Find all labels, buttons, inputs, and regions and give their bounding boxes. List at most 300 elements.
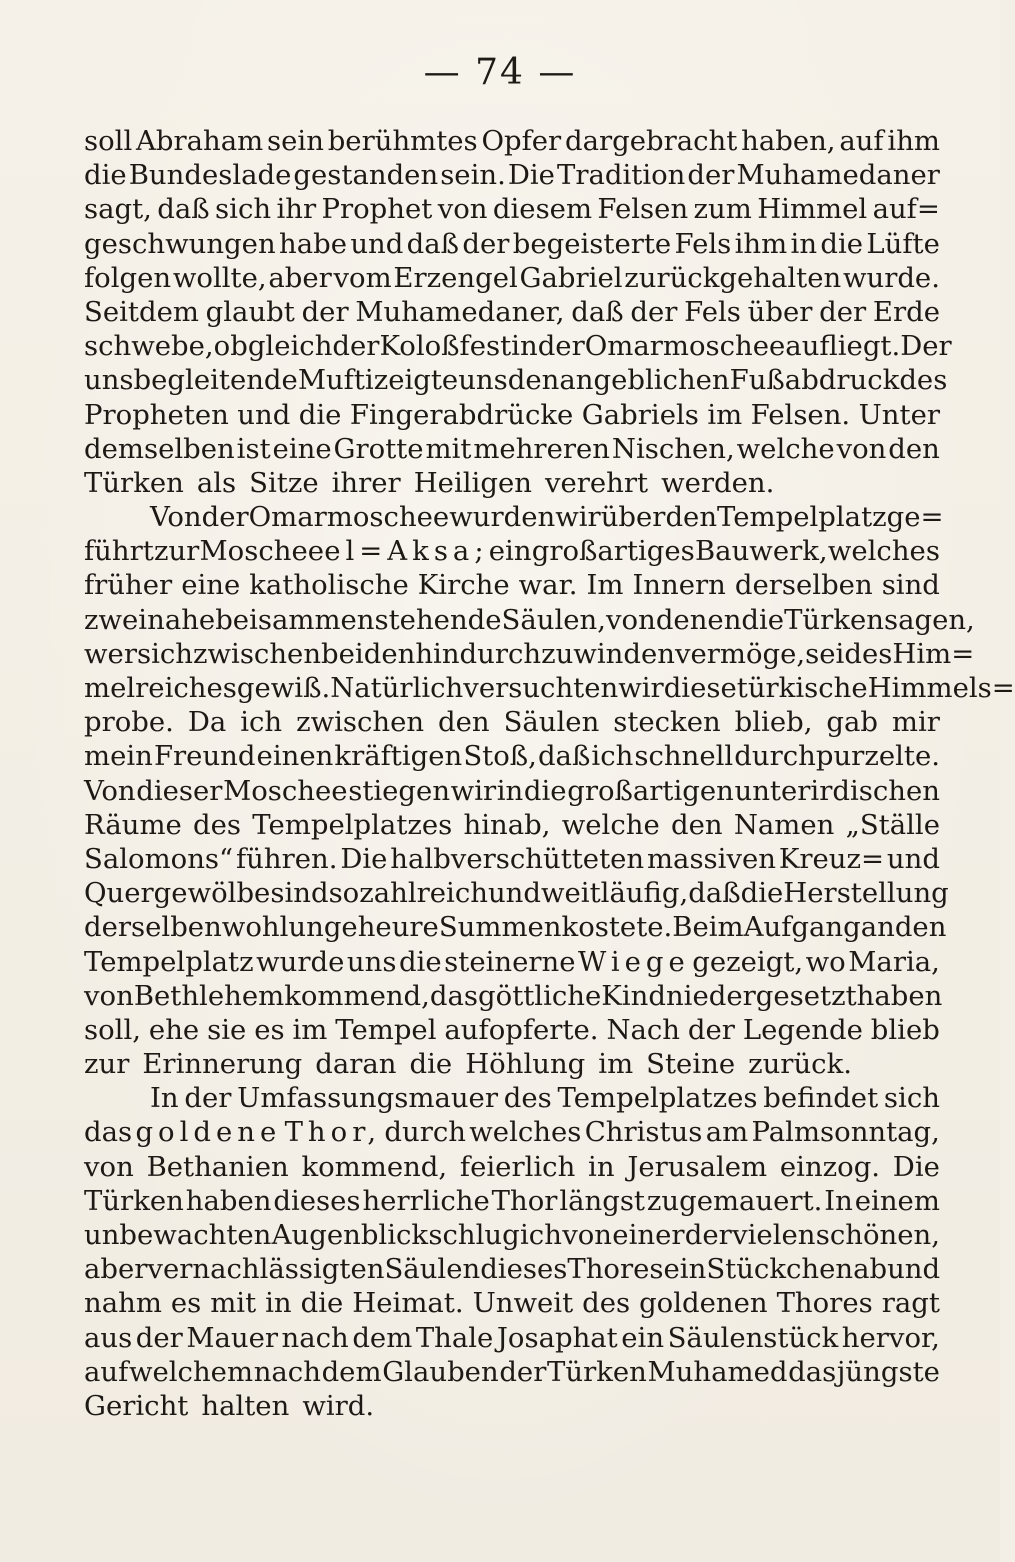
word: den (507, 364, 560, 397)
word: Palmsonntag, (751, 1116, 940, 1149)
word: von (606, 603, 656, 636)
word: Thores (567, 1253, 664, 1286)
text-line (84, 432, 940, 466)
word: daß (157, 193, 210, 226)
page-number: — 74 — (423, 52, 577, 93)
word: Thale (415, 1321, 494, 1354)
word: fest (459, 330, 512, 363)
word: Omarmoschee (248, 501, 450, 534)
word: gewiß. (236, 672, 331, 704)
word: wo (805, 945, 846, 978)
word: goldenen (639, 1287, 768, 1320)
word: demselben (84, 432, 235, 465)
text-line (84, 398, 940, 432)
word: zwischen (296, 706, 425, 739)
text-line (84, 979, 943, 1013)
text-line (84, 124, 940, 158)
word: von (836, 432, 887, 465)
word: wohl (221, 911, 289, 944)
word: Felsen (597, 193, 689, 226)
word: im (707, 398, 743, 431)
text-line (84, 842, 940, 876)
word: Stückchen (706, 1253, 854, 1286)
word: melreiches (84, 672, 237, 704)
word: welches (469, 1116, 582, 1149)
word: Gericht (84, 1389, 189, 1422)
word: herrliche (362, 1184, 490, 1217)
word: Umfassungsmauer (237, 1082, 498, 1115)
word: diese (663, 672, 737, 704)
word: der (687, 1013, 735, 1046)
word: ihm (887, 125, 940, 157)
word: In (150, 1082, 179, 1115)
word: unbewachten (84, 1219, 272, 1251)
word: Heimat. (352, 1287, 464, 1320)
word: und (887, 1253, 941, 1286)
word: sein (267, 125, 324, 157)
word: Steine (646, 1048, 736, 1081)
word: Säulen (503, 706, 600, 739)
word: blieb, (734, 706, 813, 739)
word: Salomons“ (84, 842, 234, 875)
word: jüngste (836, 1355, 940, 1388)
word: Herstellung (783, 877, 949, 910)
word: hervor, (841, 1321, 940, 1354)
word: halbverschütteten (390, 842, 645, 875)
word: katholische (249, 569, 409, 602)
word: mir (891, 706, 940, 739)
word: Erzengel (393, 261, 518, 294)
word: kräftigen (334, 740, 463, 773)
word: längst (559, 1184, 645, 1217)
word: des (503, 1082, 552, 1115)
word: die (84, 159, 127, 192)
word: auf= (872, 193, 940, 226)
word: ich (240, 706, 283, 739)
word: sagen, (883, 603, 975, 636)
word: zeigte (373, 364, 459, 397)
word: Türken (784, 603, 884, 636)
text-line (84, 1013, 940, 1047)
word: Kind (601, 979, 666, 1012)
word: weitläufig, (540, 877, 689, 910)
word: des (899, 364, 948, 397)
word: Grotte (333, 432, 424, 465)
word: berühmtes (327, 125, 478, 157)
word: am (705, 1116, 749, 1149)
word: von (437, 193, 488, 226)
word: Der (900, 330, 952, 363)
word: derselben (734, 569, 873, 602)
word: von (84, 1150, 134, 1183)
word: und (487, 877, 541, 910)
word: auf (84, 1355, 129, 1388)
word: uns (458, 364, 508, 397)
text-line (84, 1218, 940, 1252)
word: die (300, 1287, 344, 1320)
word: el=Aksa; (324, 535, 489, 568)
word: von (562, 1219, 613, 1251)
word: Lüfte (866, 227, 940, 260)
word: ihr (276, 193, 317, 226)
text-line (84, 534, 940, 568)
word: Die (892, 1150, 940, 1183)
text-line (84, 945, 940, 979)
word: folgen (84, 261, 172, 294)
word: Josaphat (496, 1321, 618, 1354)
word: mit (210, 1287, 257, 1320)
word: die (409, 1048, 453, 1081)
word: beiden (321, 637, 416, 670)
word: unterirdischen (734, 774, 940, 807)
word: Aufgang (743, 911, 861, 944)
word: daran (315, 1048, 397, 1081)
text-line (84, 500, 944, 534)
word: sich (883, 1082, 940, 1115)
word: der (537, 330, 585, 363)
word: Kreuz= (778, 842, 885, 875)
word: Moschee (223, 774, 348, 807)
word: „Ställe (845, 808, 940, 841)
word: sagt, (84, 193, 152, 226)
word: Fingerabdrücke (349, 398, 574, 431)
text-line (84, 1150, 940, 1184)
word: türkische (736, 672, 868, 704)
word: und (886, 842, 940, 875)
word: und (237, 398, 291, 431)
text-line (84, 774, 940, 808)
word: wer (84, 637, 137, 670)
word: Im (586, 569, 624, 602)
word: blieb (870, 1013, 940, 1046)
word: daß (537, 740, 591, 773)
word: Säulenstück (667, 1321, 839, 1354)
word: nach (253, 1355, 321, 1388)
text-line (84, 329, 952, 363)
text-line (84, 363, 948, 397)
word: die (523, 774, 567, 807)
word: ich (520, 1219, 562, 1251)
word: daß (406, 227, 460, 260)
word: die (298, 398, 342, 431)
word: sein. (440, 159, 506, 192)
text-line (84, 261, 940, 295)
text-line (84, 1286, 940, 1320)
word: steinerne (444, 945, 576, 978)
word: derselben (84, 911, 222, 944)
word: mehreren (473, 432, 610, 465)
word: feierlich (459, 1150, 576, 1183)
word: der (135, 1321, 183, 1354)
word: es (170, 1287, 202, 1320)
word: Legende (742, 1013, 863, 1046)
word: goldene (135, 1116, 282, 1149)
word: Natürlich (330, 672, 464, 704)
text-line (84, 603, 975, 637)
word: zurück. (748, 1048, 852, 1081)
word: es (254, 1013, 285, 1046)
word: wir (618, 672, 664, 704)
word: als (196, 466, 237, 499)
word: großartigen (567, 774, 734, 807)
word: Koloß (379, 330, 460, 363)
word: Bundeslade (128, 159, 292, 192)
text-line (84, 637, 975, 671)
word: ge= (886, 501, 944, 534)
word: dargebracht (564, 125, 738, 157)
word: geschwungen (84, 227, 276, 260)
word: denen (655, 603, 742, 636)
word: des (844, 637, 893, 670)
word: probe. (84, 706, 174, 739)
word: der (499, 1355, 547, 1388)
word: den (438, 706, 490, 739)
word: der (301, 295, 349, 328)
word: eine (181, 569, 241, 602)
word: kommend, (301, 1150, 448, 1183)
word: in (588, 1150, 615, 1183)
word: Unweit (472, 1287, 574, 1320)
word: versuchten (463, 672, 619, 704)
text-line (84, 739, 940, 773)
word: wir (450, 774, 497, 807)
word: Die (507, 159, 555, 192)
word: die (741, 603, 785, 636)
word: haben (856, 979, 943, 1012)
word: kostete. (561, 911, 673, 944)
word: haben (185, 1184, 272, 1217)
word: In (824, 1184, 853, 1217)
word: zurückgehalten (624, 261, 842, 294)
word: und (350, 227, 404, 260)
word: diesem (492, 193, 593, 226)
word: Glauben (382, 1355, 499, 1388)
word: zahlreich (359, 877, 488, 910)
word: Bethlehem (133, 979, 285, 1012)
word: Säulen, (501, 603, 607, 636)
word: zur (153, 535, 200, 568)
word: dieser (136, 774, 223, 807)
word: dem (352, 1321, 413, 1354)
word: mein (84, 740, 153, 773)
word: Fels (674, 227, 732, 260)
word: werden. (661, 466, 775, 499)
word: in (496, 774, 524, 807)
word: begleitende (133, 364, 298, 397)
word: den (670, 808, 723, 841)
word: ehe (148, 1013, 200, 1046)
word: wurde. (842, 261, 940, 294)
word: über (747, 295, 813, 328)
text-line (84, 1184, 940, 1218)
word: das (84, 1116, 133, 1149)
word: befindet (763, 1082, 879, 1115)
word: sich (215, 193, 272, 226)
word: vernachlässigten (147, 1253, 385, 1286)
word: Mufti (297, 364, 374, 397)
word: Unter (858, 398, 940, 431)
word: schlug (428, 1219, 520, 1251)
word: über (600, 501, 666, 534)
word: aber (268, 261, 332, 294)
word: den (888, 432, 940, 465)
word: aufliegt. (785, 330, 901, 363)
word: kommend, (284, 979, 430, 1012)
word: zugemauert. (646, 1184, 823, 1217)
word: Augenblick (271, 1219, 429, 1251)
word: von (84, 979, 134, 1012)
word: vom (333, 261, 392, 294)
word: Erinnerung (142, 1048, 303, 1081)
word: massiven (646, 842, 776, 875)
word: zwischen (193, 637, 322, 670)
word: haben, (741, 125, 836, 157)
word: aus (84, 1321, 133, 1354)
word: dieses (480, 1253, 568, 1286)
word: im (598, 1048, 634, 1081)
word: Säulen (384, 1253, 481, 1286)
word: ihrer (331, 466, 401, 499)
word: Bauwerk, (694, 535, 828, 568)
word: das (788, 1355, 837, 1388)
word: der (201, 501, 249, 534)
word: Tempelplatzes (252, 808, 453, 841)
word: obgleich (213, 330, 333, 363)
word: Tempelplatz (84, 945, 254, 978)
word: durch (384, 1116, 466, 1149)
word: Von (150, 501, 202, 534)
word: zwei (84, 603, 148, 636)
word: Innern (632, 569, 726, 602)
word: der (462, 227, 510, 260)
word: der (684, 1219, 732, 1251)
word: ein (621, 1321, 665, 1354)
paragraph (84, 1081, 940, 1423)
word: führen. (235, 842, 338, 875)
word: Beim (672, 911, 744, 944)
word: Muhamedaner, (355, 295, 565, 328)
word: Höhlung (465, 1048, 586, 1081)
word: großartiges (531, 535, 695, 568)
word: nahe (147, 603, 216, 636)
word: Stoß, (463, 740, 537, 773)
word: Seitdem (84, 295, 199, 328)
text-line (84, 158, 940, 192)
word: mit (425, 432, 472, 465)
word: halten (201, 1389, 290, 1422)
word: schwebe, (84, 330, 214, 363)
word: ein (663, 1253, 707, 1286)
word: nahm (84, 1287, 162, 1320)
word: Von (84, 774, 136, 807)
text-line (84, 671, 1015, 705)
text-line (84, 568, 940, 602)
word: welchem (128, 1355, 254, 1388)
word: stiegen (348, 774, 451, 807)
word: Tradition (556, 159, 686, 192)
word: hinab, (463, 808, 551, 841)
word: in (511, 330, 538, 363)
word: vielen (732, 1219, 816, 1251)
word: der (687, 159, 735, 192)
word: Opfer (481, 125, 562, 157)
text-line (84, 808, 940, 842)
word: Prophet (321, 193, 433, 226)
text-line (84, 1115, 940, 1149)
text-line (84, 1252, 940, 1286)
word: wird. (302, 1389, 375, 1422)
word: ungeheure (288, 911, 439, 944)
word: Muhamed (647, 1355, 788, 1388)
word: Abraham (136, 125, 264, 157)
word: ihm (734, 227, 788, 260)
text-line (84, 227, 940, 261)
text-line (84, 192, 940, 226)
word: die (398, 945, 442, 978)
word: habe (278, 227, 347, 260)
text-line (84, 466, 940, 500)
word: Thor (491, 1184, 558, 1217)
word: dem (321, 1355, 382, 1388)
word: des (193, 808, 242, 841)
word: ist (236, 432, 271, 465)
text-line (84, 1355, 940, 1389)
word: Fels (684, 295, 741, 328)
word: ich (591, 740, 634, 773)
word: Erde (872, 295, 940, 328)
word: dieses (273, 1184, 361, 1217)
word: daß (571, 295, 624, 328)
text-line (84, 295, 940, 329)
word: nach (281, 1321, 349, 1354)
word: Moschee (199, 535, 325, 568)
word: wurden (449, 501, 556, 534)
word: zur (84, 1048, 130, 1081)
word: des (582, 1287, 631, 1320)
word: glaubt (205, 295, 295, 328)
word: ab (853, 1253, 888, 1286)
word: welche (561, 808, 660, 841)
word: ragt (881, 1287, 940, 1320)
paragraph (84, 124, 952, 500)
word: welches (827, 535, 940, 568)
word: soll, (84, 1013, 142, 1046)
word: Gabriel (519, 261, 623, 294)
word: vermöge, (674, 637, 806, 670)
word: niedergesetzt (665, 979, 857, 1012)
word: Quergewölbe (84, 877, 271, 910)
word: schönen, (815, 1219, 940, 1251)
word: Mauer (186, 1321, 279, 1354)
word: Türken (84, 466, 184, 499)
word: Tempelplatzes (557, 1082, 758, 1115)
word: einem (854, 1184, 940, 1217)
text-line (84, 1081, 940, 1115)
word: sich (136, 637, 193, 670)
word: sind (881, 569, 940, 602)
word: hindurchzuwinden (415, 637, 675, 670)
word: wir (555, 501, 601, 534)
word: war. (518, 569, 578, 602)
word: gezeigt, (692, 945, 804, 978)
word: früher (84, 569, 173, 602)
word: Namen (733, 808, 835, 841)
word: Jerusalem (627, 1150, 768, 1183)
text-line (84, 1321, 940, 1355)
word: der (630, 295, 678, 328)
word: Felsen. (750, 398, 851, 431)
text-line (84, 876, 949, 910)
